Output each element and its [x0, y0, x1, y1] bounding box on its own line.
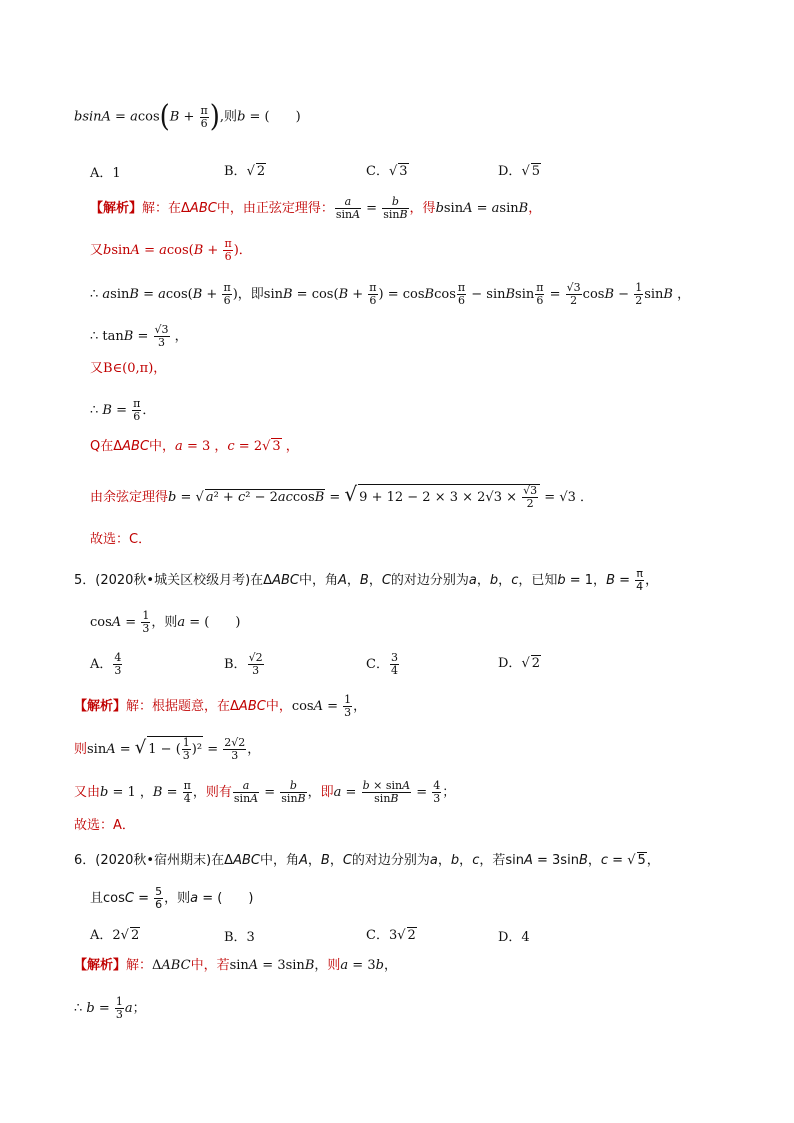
q5-option-d[interactable]: D．√ 2: [498, 656, 541, 671]
analysis-label: 【解析】: [74, 699, 127, 714]
q5-option-b[interactable]: B． $\frac{√2}{3}$: [224, 651, 263, 677]
analysis-label: 【解析】: [90, 201, 143, 216]
q4-analysis-step8: 由余弦定理得b = √ a² + c² − 2accosB = √ 9 + 12 − 2 × 3 × 2√3 × $\frac{√3}{2}$ = √3 ．: [90, 482, 594, 510]
q4-option-c[interactable]: C．√ 3: [366, 164, 408, 179]
q6-stem-line1: 6．(2020秋•宿州期末)在ΔABC中，角A，B，C的对边分别为a，b，c，若sinA = 3sinB，c = √ 5，: [74, 853, 660, 868]
q6-option-a[interactable]: A．2√ 2: [90, 928, 140, 943]
q4-option-d[interactable]: D．√ 5: [498, 164, 541, 179]
q4-option-a[interactable]: A．1: [90, 166, 121, 181]
q4-analysis-step3: ∴ asinB = acos(B + $\frac{\pi}{6}$ )，即sinB = cos(B + $\frac{\pi}{6}$ ) = cosBcos $\frac{\pi}{6}$ − sinBsin $\frac{\pi}{6}$ = $\frac{√3}{2}$ cosB − $\frac{1}{2}$ sinB ，: [90, 281, 691, 307]
q6-option-d[interactable]: D．4: [498, 930, 530, 945]
q4-analysis-step5: 又B∈(0,π)，: [90, 361, 167, 376]
q5-stem-line2: cosA = $\frac{1}{3}$ ，则a = ( ): [90, 609, 241, 635]
q4-analysis-step6: ∴ B = $\frac{\pi}{6}$ ．: [90, 397, 156, 423]
q4-analysis-step2: 又bsinA = acos(B + $\frac{\pi}{6}$ )．: [90, 237, 252, 263]
q4-answer: 故选：C．: [90, 532, 152, 547]
q6-option-c[interactable]: C．3√ 2: [366, 928, 416, 943]
q4-analysis-step7: Q在ΔABC中，a = 3 ，c = 2√ 3 ，: [90, 439, 299, 454]
q6-analysis-step1: 【解析】解：ΔABC中，若sinA = 3sinB，则a = 3b，: [74, 958, 397, 973]
q6-option-b[interactable]: B．3: [224, 930, 255, 945]
q5-analysis-step1: 【解析】解：根据题意，在ΔABC中，cosA = $\frac{1}{3}$ ，: [74, 693, 367, 719]
q4-option-b[interactable]: B．√ 2: [224, 164, 266, 179]
q5-analysis-step3: 又由b = 1 ，B = $\frac{\pi}{4}$ ，则有 $\frac{a}{\sin A}$ = $\frac{b}{\sin B}$ ，即a = $\frac{b \times \sin A}{\sin B}$ = $\frac{4}{3}$ ；: [74, 779, 456, 805]
q4-analysis-step4: ∴ tanB = $\frac{√3}{3}$ ，: [90, 323, 188, 349]
q4-analysis-step1: 【解析】解：在ΔABC中，由正弦定理得： $\frac{a}{\sin A}$ = $\frac{b}{\sin B}$ ，得bsinA = asinB，: [90, 195, 542, 221]
q5-analysis-step2: 则sinA = √ 1 − ( $\frac{1}{3}$ )² = $\frac{2√2}{3}$ ，: [74, 736, 261, 762]
q5-answer: 故选：A．: [74, 818, 135, 833]
q5-option-c[interactable]: C． $\frac{3}{4}$: [366, 651, 398, 677]
q4-stem: bsinA = acos(B + $\frac{\pi}{6}$ ),则b = ( ): [74, 99, 301, 135]
q5-option-a[interactable]: A． $\frac{4}{3}$: [90, 651, 122, 677]
q6-analysis-step2: ∴ b = $\frac{1}{3}$ a；: [74, 995, 146, 1021]
analysis-label: 【解析】: [74, 958, 127, 973]
q5-stem-line1: 5．(2020秋•城关区校级月考)在ΔABC中，角A，B，C的对边分别为a，b，c，已知b = 1，B = $\frac{\pi}{4}$ ，: [74, 567, 659, 593]
q6-stem-line2: 且cosC = $\frac{5}{6}$ ，则a = ( ): [90, 885, 254, 911]
